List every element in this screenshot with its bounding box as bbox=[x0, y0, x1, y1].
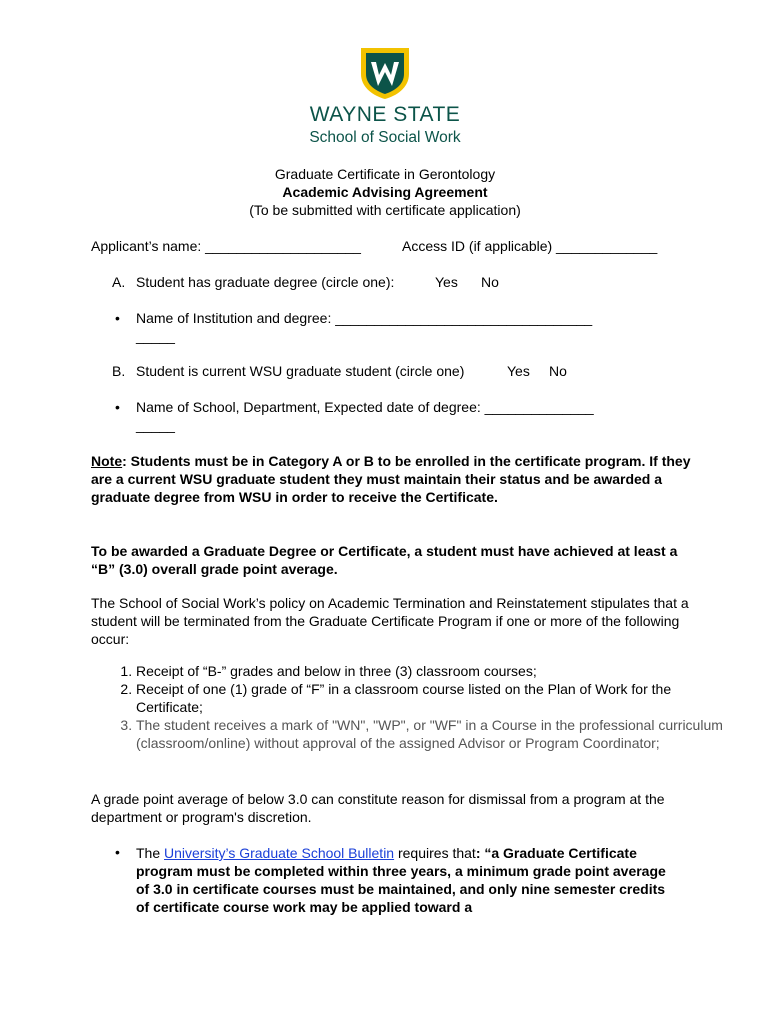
list-item: 3. The student receives a mark of "WN", "WP", or "WF" in a Course in the professional curriculum (classroom/online) without approval of the assigned Advisor or Program Coordinator; bbox=[136, 716, 736, 752]
access-id-field: Access ID (if applicable) _____________ bbox=[402, 238, 658, 254]
section-a-marker: A. bbox=[112, 274, 126, 290]
school-department-field: Name of School, Department, Expected date of degree: ______________ bbox=[136, 399, 594, 415]
note-label: Note bbox=[91, 453, 123, 469]
list-item: 1. Receipt of “B-” grades and below in three (3) classroom courses; bbox=[136, 662, 736, 680]
section-a-yes: Yes bbox=[435, 274, 458, 290]
institution-degree-field: Name of Institution and degree: _________________________________ bbox=[136, 310, 593, 326]
note-text: : Students must be in Category A or B to be enrolled in the certificate program. If they are a current WSU graduate student they must maintain their status and be awarded a graduate degree from WSU in order to receive the Certificate. bbox=[91, 453, 691, 505]
doc-title-line2: Academic Advising Agreement bbox=[282, 184, 488, 200]
bulletin-prefix: The bbox=[136, 845, 165, 861]
dismissal-paragraph: A grade point average of below 3.0 can constitute reason for dismissal from a program at the department or program's discretion. bbox=[91, 791, 665, 825]
institution-degree-field-cont: _____ bbox=[136, 328, 175, 344]
bullet-icon: • bbox=[115, 399, 120, 415]
section-b-marker: B. bbox=[112, 363, 126, 379]
graduate-bulletin-link[interactable]: University’s Graduate School Bulletin bbox=[164, 845, 395, 861]
bulletin-quote: : “a Graduate Certificate program must be completed within three years, a minimum grade point average of 3.0 in certificate courses must be maintained, and only nine semester credits of certificate course work may be applied toward a bbox=[136, 845, 666, 915]
section-b-yes: Yes bbox=[507, 363, 530, 379]
logo-wordmark-title: WAYNE STATE bbox=[309, 103, 461, 126]
school-department-field-cont: _____ bbox=[136, 417, 175, 433]
shield-logo-icon bbox=[358, 46, 412, 100]
section-a-text: Student has graduate degree (circle one): bbox=[136, 274, 395, 290]
doc-title-line1: Graduate Certificate in Gerontology bbox=[274, 166, 496, 182]
list-item: 2. Receipt of one (1) grade of “F” in a classroom course listed on the Plan of Work for the Certificate; bbox=[136, 680, 736, 716]
section-b-text: Student is current WSU graduate student (circle one) bbox=[136, 363, 465, 379]
section-b-no: No bbox=[549, 363, 567, 379]
logo-wordmark-subtitle: School of Social Work bbox=[309, 129, 461, 146]
policy-intro: The School of Social Work’s policy on Academic Termination and Reinstatement stipulates that a student will be terminated from the Graduate Certificate Program if one or more of the following occur: bbox=[91, 595, 689, 647]
doc-title-line3: (To be submitted with certificate application) bbox=[249, 202, 521, 218]
gpa-requirement: To be awarded a Graduate Degree or Certificate, a student must have achieved at least a “B” (3.0) overall grade point average. bbox=[91, 543, 678, 577]
section-a-no: No bbox=[481, 274, 499, 290]
bullet-icon: • bbox=[115, 310, 120, 326]
note-paragraph bbox=[91, 452, 691, 506]
bullet-icon: • bbox=[115, 844, 120, 860]
bulletin-mid: requires that bbox=[394, 845, 476, 861]
applicant-name-field: Applicant’s name: ____________________ bbox=[91, 238, 361, 254]
termination-conditions-list bbox=[91, 662, 736, 752]
bulletin-paragraph bbox=[136, 844, 681, 916]
